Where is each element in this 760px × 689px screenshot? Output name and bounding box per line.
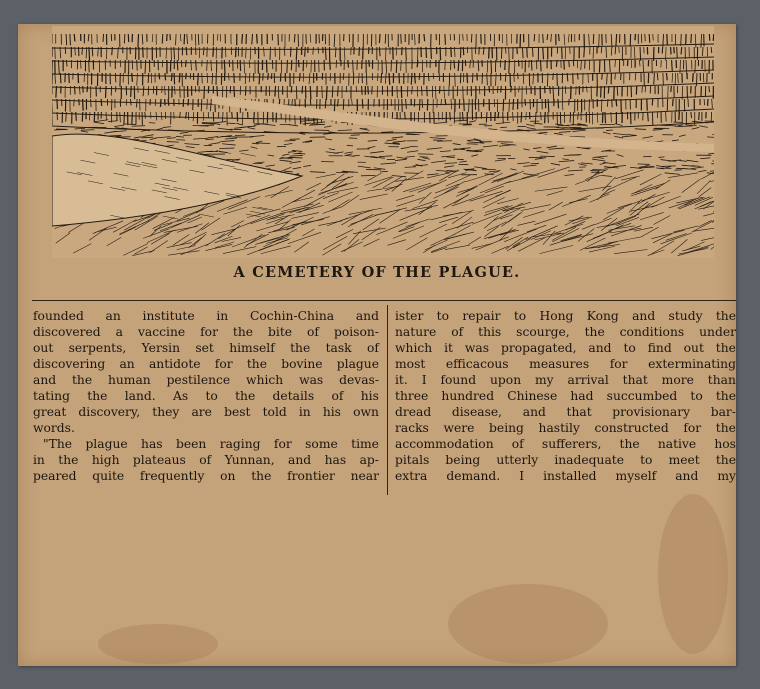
text-line: nature of this scourge, the conditions under <box>395 325 736 339</box>
text-line: three hundred Chinese had succumbed to the <box>395 389 736 403</box>
engraved-cemetery-landscape-icon <box>52 26 714 258</box>
text-line: it. I found upon my arrival that more than <box>395 373 736 387</box>
illustration-caption: A CEMETERY OF THE PLAGUE. <box>233 264 521 281</box>
text-line: and the human pestilence which was devas- <box>33 373 379 387</box>
article-column-right <box>395 308 736 484</box>
text-line: peared quite frequently on the frontier near <box>33 469 379 483</box>
text-line: most efficacous measures for exterminating <box>395 357 736 371</box>
text-line: ister to repair to Hong Kong and study the <box>395 309 736 323</box>
text-line: discovering an antidote for the bovine plague <box>33 357 379 371</box>
text-line: discovered a vaccine for the bite of poison- <box>33 325 379 339</box>
text-line: extra demand. I installed myself and my <box>395 469 736 483</box>
text-line: out serpents, Yersin set himself the task of <box>33 341 379 355</box>
text-line: pitals being utterly inadequate to meet the <box>395 453 736 467</box>
cemetery-illustration <box>52 26 714 258</box>
text-line: which it was propagated, and to find out the <box>395 341 736 355</box>
paper-stain <box>448 584 608 664</box>
article-column-left <box>33 308 379 484</box>
text-line: founded an institute in Cochin-China and <box>33 309 379 323</box>
text-line: racks were being hastily constructed for the <box>395 421 736 435</box>
text-line: tating the land. As to the details of his <box>33 389 379 403</box>
text-line: "The plague has been raging for some time <box>43 437 379 451</box>
column-separator <box>387 305 388 495</box>
text-line: accommodation of sufferers, the native hos <box>395 437 736 451</box>
column-top-rule <box>32 300 736 301</box>
newspaper-clipping <box>18 24 736 666</box>
text-line: words. <box>33 421 75 435</box>
text-line: dread disease, and that provisionary bar- <box>395 405 736 419</box>
paper-stain <box>658 494 728 654</box>
text-line: great discovery, they are best told in his own <box>33 405 379 419</box>
text-line: in the high plateaus of Yunnan, and has ap- <box>33 453 379 467</box>
paper-stain <box>98 624 218 664</box>
